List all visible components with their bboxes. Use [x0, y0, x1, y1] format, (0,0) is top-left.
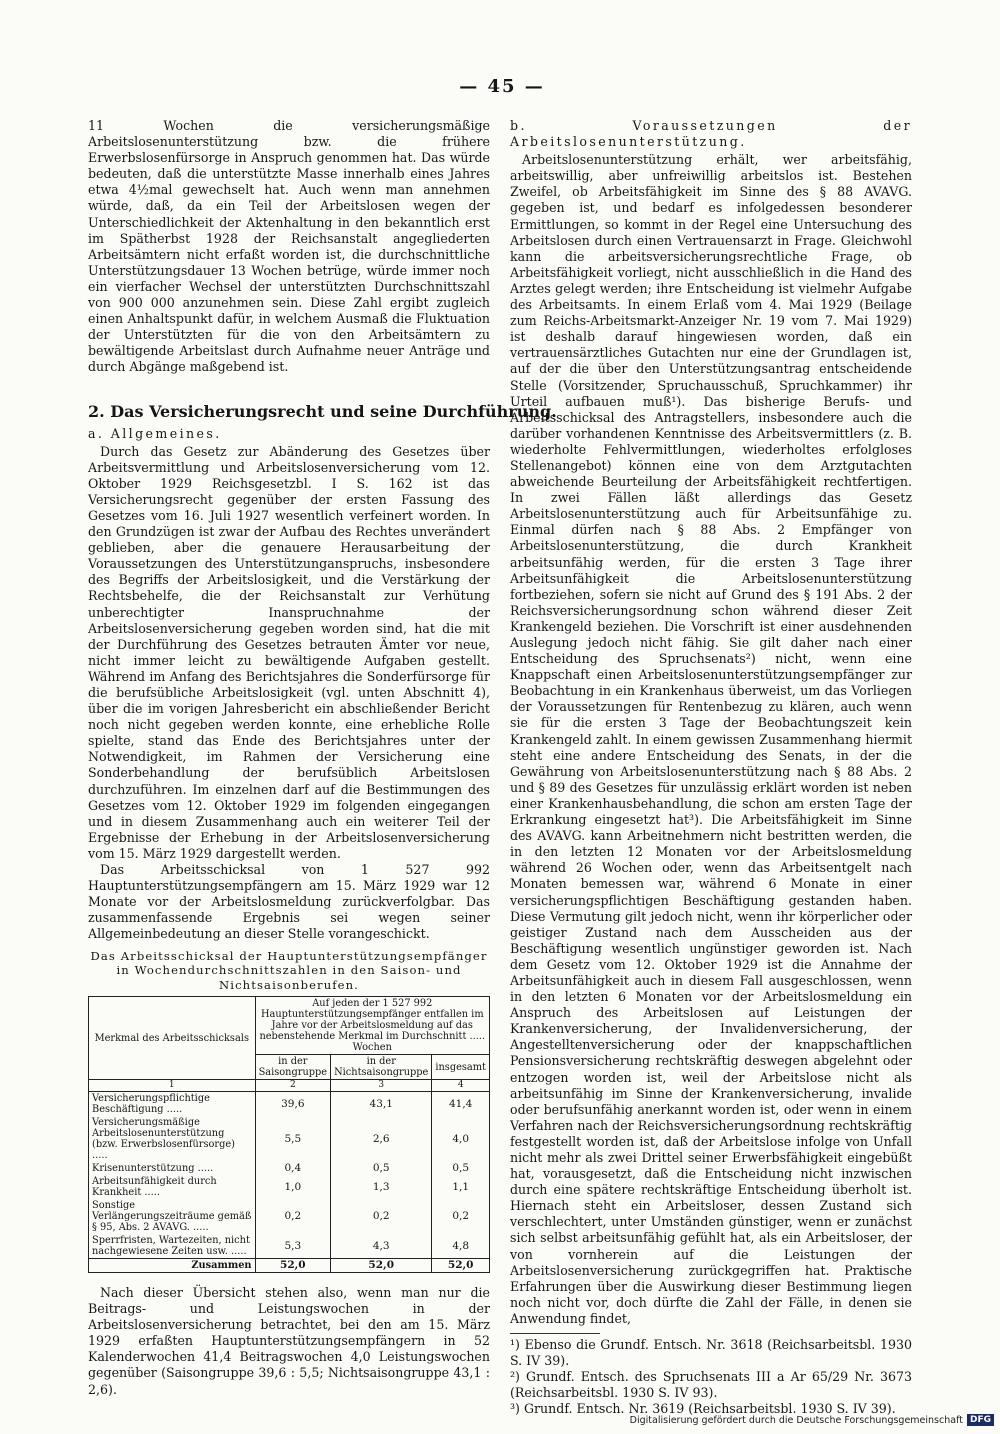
digitization-footer — [630, 1414, 994, 1426]
cell-nichtsaison: 4,3 — [331, 1234, 432, 1259]
paragraph-amendment: Durch das Gesetz zur Abänderung des Gesetzes über Arbeitsvermittlung und Arbeitslosenversicherung vom 12. Oktober 1929 Reichsgesetzbl. I S. 162 ist das Versicherungsrecht gegenüber der ersten Fassung des Gesetzes vom 16. Juli 1927 wesentlich verfeinert worden. In den Grundzügen ist zwar der Aufbau des Rechtes unverändert geblieben, aber die genauere Herausarbeitung der Voraussetzungen des Unterstützunganspruchs, insbesondere des Begriffs der Arbeitslosigkeit, und die Verstärkung der Rechtsbehelfe, die der Reichsanstalt zur Verhütung unberechtigter Inanspruchnahme der Arbeitslosenversicherung gegeben worden sind, hat die mit der Durchführung des Gesetzes betrauten Ämter vor neue, nicht immer leicht zu bewältigende Aufgaben gestellt. Während im Anfang des Berichtsjahres die Sonderfürsorge für die berufsübliche Arbeitslosigkeit (vgl. unten Abschnitt 4), über die im vorigen Jahresbericht ein abschließender Bericht noch nicht gegeben werden konnte, eine erhebliche Rolle spielte, stand das Ende des Berichtsjahres unter der Notwendigkeit, im Rahmen der Versicherung eine Sonderbehandlung der berufsüblich Arbeitslosen durchzuführen. Im einzelnen darf auf die Bestimmungen des Gesetzes vom 12. Oktober 1929 im folgenden eingegangen und in diesem Zusammenhang auch ein weiterer Teil der Ergebnisse der Erhebung in der Arbeitslosenversicherung vom 15. März 1929 dargestellt werden. — [88, 443, 490, 861]
row-label: Arbeitsunfähigkeit durch Krankheit ..... — [89, 1175, 256, 1199]
table-subheader-saison: in der Saisongruppe — [255, 1055, 331, 1080]
row-label: Sperrfristen, Wartezeiten, nicht nachgewiesene Zeiten usw. ..... — [89, 1234, 256, 1259]
table-column-number: 3 — [331, 1080, 432, 1092]
intro-paragraph: 11 Wochen die versicherungsmäßige Arbeitslosenunterstützung bzw. die frühere Erwerbslosenfürsorge in Anspruch genommen hat. Das würde bedeuten, daß die unterstützte Masse innerhalb eines Jahres etwa 4½mal gewechselt hat. Auch wenn man annehmen würde, daß, da ein Teil der Arbeitslosen wegen der Unterschiedlichkeit der Aktenhaltung in den bekanntlich erst im Spätherbst 1928 der Reichsanstalt angegliederten Arbeitsämtern nicht erfaßt worden ist, die durchschnittliche Unterstützungsdauer 13 Wochen betrüge, würde immer noch ein vierfacher Wechsel der unterstützten Durchschnittszahl von 900 000 anzunehmen sein. Diese Zahl ergibt zugleich einen Anhaltspunkt dafür, in welchem Ausmaß die Fluktuation der Unterstützten für die von den Arbeitsämtern zu bewältigende Arbeitslast durch Aufnahme neuer Anträge und durch Abgänge maßgebend ist. — [88, 118, 490, 375]
table-feature-header: Merkmal des Arbeitsschicksals — [89, 997, 256, 1080]
cell-insgesamt: 0,2 — [432, 1199, 490, 1234]
total-label: Zusammen — [89, 1259, 256, 1273]
cell-insgesamt: 0,5 — [432, 1162, 490, 1175]
cell-insgesamt: 1,1 — [432, 1175, 490, 1199]
table-row — [89, 1199, 490, 1234]
left-column — [88, 118, 557, 1398]
total-insgesamt: 52,0 — [432, 1259, 490, 1273]
total-nichtsaison: 52,0 — [331, 1259, 432, 1273]
paragraph-work-history: Das Arbeitsschicksal von 1 527 992 Hauptunterstützungsempfängern am 15. März 1929 war 12 Monate vor der Arbeitslosmeldung zurückverfolgbar. Das zusammenfassende Ergebnis sei wegen seiner Allgemeinbedeutung an dieser Stelle vorangeschickt. — [88, 862, 490, 942]
dfg-logo: DFG — [967, 1414, 994, 1426]
cell-saison: 5,3 — [255, 1234, 331, 1259]
subsection-heading-b: b. Voraussetzungen der Arbeitslosenunterstützung. — [510, 118, 912, 150]
cell-insgesamt: 4,0 — [432, 1116, 490, 1162]
table-subheader-insgesamt: insgesamt — [432, 1055, 490, 1080]
table-row — [89, 1092, 490, 1117]
footnote-3: ³) Grundf. Entsch. Nr. 3619 (Reichsarbeitsbl. 1930 S. IV 39). — [510, 1401, 896, 1417]
row-label: Sonstige Verlängerungszeiträume gemäß § 95, Abs. 2 AVAVG. ..... — [89, 1199, 256, 1234]
work-history-table — [88, 996, 490, 1273]
section-heading: 2. Das Versicherungsrecht und seine Durchführung. — [88, 401, 557, 421]
table-group-header: Auf jeden der 1 527 992 Hauptunterstützungsempfänger entfallen im Jahre vor der Arbeitslosmeldung auf das nebenstehende Merkmal im Durchschnitt ..... Wochen — [255, 997, 489, 1055]
cell-saison: 5,5 — [255, 1116, 331, 1162]
paragraph-prerequisites: Arbeitslosenunterstützung erhält, wer arbeitsfähig, arbeitswillig, aber unfreiwillig arbeitslos ist. Bestehen Zweifel, ob Arbeitsfähigkeit im Sinne des § 88 AVAVG. gegeben ist, und bedarf es infolgedessen besonderer Ermittlungen, so kommt in der Regel eine Untersuchung des Arbeitslosen durch einen Vertrauensarzt in Frage. Gleichwohl kann die arbeitsversicherungsrechtliche Frage, ob Arbeitsfähigkeit vorliegt, nicht ausschließlich in die Hand des Arztes gelegt werden; ihre Entscheidung ist vielmehr Aufgabe des Arbeitsamts. In einem Erlaß vom 4. Mai 1929 (Beilage zum Reichs-Arbeitsmarkt-Anzeiger Nr. 19 vom 7. Mai 1929) ist deshalb darauf hingewiesen worden, daß ein vertrauensärztliches Gutachten nur eine der Grundlagen ist, auf der die über den Unterstützungsantrag entscheidende Stelle (Vorsitzender, Spruchausschuß, Spruchkammer) ihr Urteil aufbauen muß¹). Das bisherige Berufs- und Arbeitsschicksal des Antragstellers, insbesondere auch die darüber vorhandenen Kenntnisse des Arbeitsvermittlers (z. B. wiederholte Fehlvermittlungen, wiederholtes erfolgloses Stellenangebot) können eine von dem Arztgutachten abweichende Beurteilung der Arbeitsfähigkeit rechtfertigen. In zwei Fällen läßt allerdings das Gesetz Arbeitslosenunterstützung auch für Arbeitsunfähige zu. Einmal dürfen nach § 88 Abs. 2 Empfänger von Arbeitslosenunterstützung, die durch Krankheit arbeitsunfähig werden, für die ersten 3 Tage ihrer Arbeitsunfähigkeit die Arbeitslosenunterstützung fortbeziehen, sofern sie nicht auf Grund des § 191 Abs. 2 der Reichsversicherungsordnung schon während dieser Zeit Krankengeld beziehen. Die Vorschrift ist einer ausdehnenden Auslegung jedoch nicht fähig. Sie gilt daher nach einer Entscheidung des Spruchsenats²) nicht, wenn eine Knappschaft einen Arbeitslosenunterstützungsempfänger zur Beobachtung in ein Krankenhaus überweist, um das Vorliegen der Voraussetzungen für Rentenbezug zu klären, auch wenn sie für die ersten 3 Tage der Beobachtungszeit kein Krankengeld zahlt. In einem gewissen Zusammenhang hiermit steht eine andere Entscheidung des Senats, in der die Gewährung von Arbeitslosenunterstützung nach § 88 Abs. 2 und § 89 des Gesetzes für unzulässig erklärt worden ist neben einer Krankenhausbehandlung, die schon am ersten Tage der Erkrankung eingesetzt hat³). Die Arbeitsfähigkeit im Sinne des AVAVG. kann Arbeitnehmern nicht bestritten werden, die in den letzten 12 Monaten vor der Arbeitslosmeldung während 26 Wochen oder, wenn das Arbeitsentgelt nach Monaten bemessen war, während 6 Monate in einer versicherungspflichtigen Beschäftigung gestanden haben. Diese Vermutung gilt jedoch nicht, wenn ihr körperlicher oder geistiger Zustand nach dem Ausscheiden aus der Beschäftigung wesentlich ungünstiger geworden ist. Nach dem Gesetz vom 12. Oktober 1929 ist die Annahme der Arbeitsunfähigkeit auch in diesem Fall ausgeschlossen, wenn in den letzten 6 Monaten vor der Arbeitslosmeldung ein Anspruch des Arbeitslosen auf Leistungen der Krankenversicherung, der Invalidenversicherung, der Angestelltenversicherung oder der knappschaftlichen Pensionsversicherung rechtskräftig deswegen abgelehnt oder entzogen worden ist, weil der Arbeitslose nicht als arbeitsunfähig im Sinne der Krankenversicherung, invalide oder berufsunfähig anerkannt worden ist, oder wenn in einem Verfahren nach der Reichsversicherungsordnung rechtskräftig festgestellt worden ist, daß der Arbeitslose infolge von Unfall nicht mehr als zwei Drittel seiner Erwerbsfähigkeit eingebüßt hat, vorausgesetzt, daß die Entscheidung nicht inzwischen durch eine spätere rechtskräftige Entscheidung überholt ist. Hiernach steht ein Arbeitsloser, dessen Zustand sich verschlechtert, unter Umständen günstiger, wenn er zunächst sich selbst arbeitsunfähig gefühlt hat, als ein Arbeitsloser, der von vornherein auf die Leistungen der Arbeitslosenversicherung zurückgegriffen hat. Praktische Erfahrungen über die Auswirkung dieser Bestimmung liegen noch nicht vor, doch dürfte die Zahl der Fälle, in denen sie Anwendung findet, — [510, 152, 912, 1326]
row-label: Versicherungspflichtige Beschäftigung ..... — [89, 1092, 256, 1117]
cell-saison: 0,4 — [255, 1162, 331, 1175]
cell-nichtsaison: 1,3 — [331, 1175, 432, 1199]
table-column-number: 4 — [432, 1080, 490, 1092]
paragraph-summary: Nach dieser Übersicht stehen also, wenn man nur die Beitrags- und Leistungswochen in der Arbeitslosenversicherung betrachtet, bei den am 15. März 1929 erfaßten Hauptunterstützungsempfängern in 52 Kalenderwochen 41,4 Beitragswochen 4,0 Leistungswochen gegenüber (Saisongruppe 39,6 : 5,5; Nichtsaisongruppe 43,1 : 2,6). — [88, 1285, 490, 1397]
subsection-heading-a: a. Allgemeines. — [88, 425, 222, 441]
cell-saison: 0,2 — [255, 1199, 331, 1234]
table-row — [89, 1175, 490, 1199]
footnote-1: ¹) Ebenso die Grundf. Entsch. Nr. 3618 (Reichsarbeitsbl. 1930 S. IV 39). — [510, 1337, 912, 1369]
right-column — [510, 118, 912, 1418]
footnote-2: ²) Grundf. Entsch. des Spruchsenats III a Ar 65/29 Nr. 3673 (Reichsarbeitsbl. 1930 S. IV 93). — [510, 1369, 912, 1401]
cell-insgesamt: 4,8 — [432, 1234, 490, 1259]
table-caption: Das Arbeitsschicksal der Hauptunterstützungsempfänger in Wochendurchschnittszahlen in den Saison- und Nichtsaisonberufen. — [90, 948, 488, 992]
footer-text: Digitalisierung gefördert durch die Deutsche Forschungsgemeinschaft — [629, 1414, 963, 1426]
cell-nichtsaison: 0,2 — [331, 1199, 432, 1234]
row-label: Krisenunterstützung ..... — [89, 1162, 256, 1175]
footnote-divider — [510, 1333, 600, 1334]
cell-insgesamt: 41,4 — [432, 1092, 490, 1117]
table-column-number: 2 — [255, 1080, 331, 1092]
cell-nichtsaison: 43,1 — [331, 1092, 432, 1117]
cell-saison: 39,6 — [255, 1092, 331, 1117]
table-total-row — [89, 1259, 490, 1273]
table-row — [89, 1234, 490, 1259]
cell-saison: 1,0 — [255, 1175, 331, 1199]
table-subheader-nichtsaison: in der Nichtsaisongruppe — [331, 1055, 432, 1080]
total-saison: 52,0 — [255, 1259, 331, 1273]
table-row — [89, 1116, 490, 1162]
cell-nichtsaison: 2,6 — [331, 1116, 432, 1162]
cell-nichtsaison: 0,5 — [331, 1162, 432, 1175]
table-column-number: 1 — [89, 1080, 256, 1092]
page-number: — 45 — — [459, 76, 545, 97]
table-row — [89, 1162, 490, 1175]
row-label: Versicherungsmäßige Arbeitslosenunterstützung (bzw. Erwerbslosenfürsorge) ..... — [89, 1116, 256, 1162]
